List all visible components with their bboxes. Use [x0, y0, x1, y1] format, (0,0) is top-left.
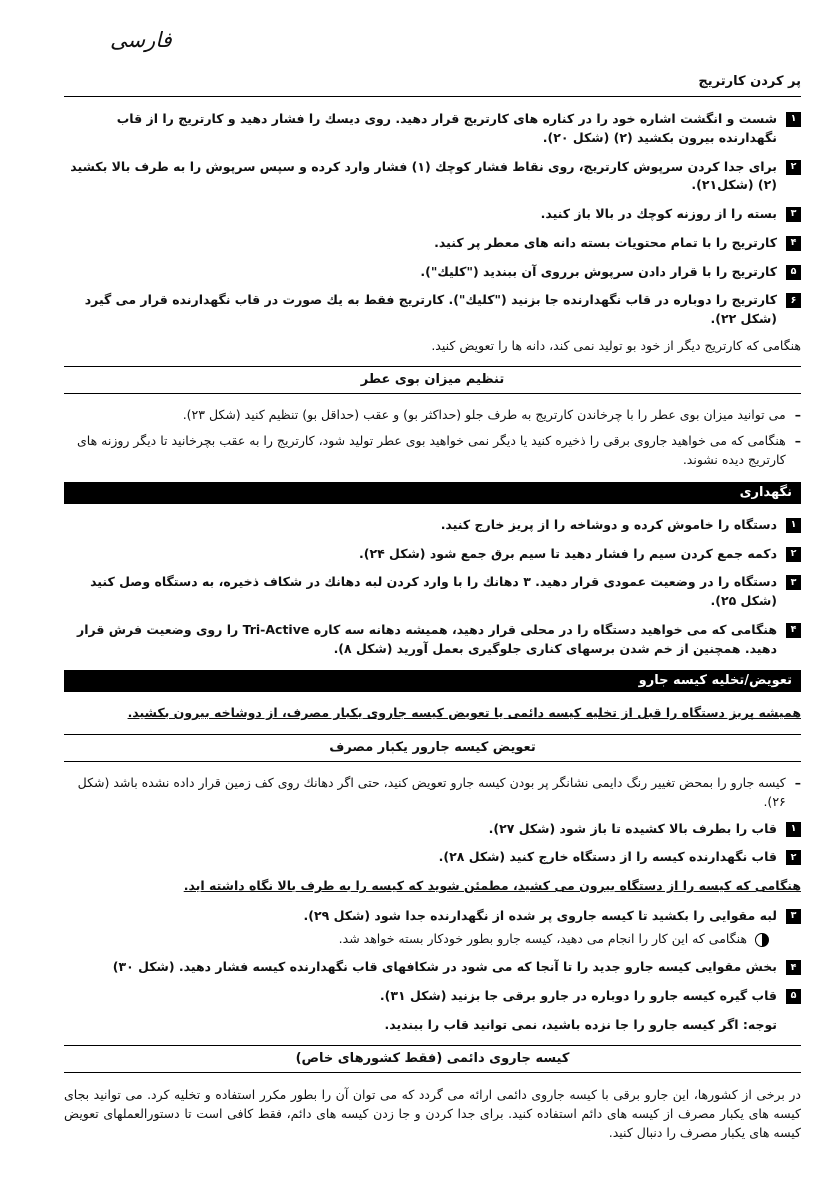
step-number-badge: ۳	[786, 207, 801, 222]
bag-step-3	[64, 907, 801, 926]
step-number-badge: ۲	[786, 160, 801, 175]
scent-adjust-title: تنظيم ميزان بوی عطر	[64, 366, 801, 394]
half-filled-circle-icon	[755, 933, 769, 947]
step-text: بسته را از روزنه كوچك در بالا باز كنيد.	[540, 206, 777, 221]
scent-bullet-2	[64, 432, 801, 470]
disposable-bag-title: تعويض كيسه جارور يكبار مصرف	[64, 734, 801, 762]
step-text: كارتريج را با قرار دادن سرپوش برروی آن ببنديد ("كليك").	[420, 263, 777, 279]
step-text: شست و انگشت اشاره خود را در كناره های كارتريج قرار دهيد. روی ديسك را فشار دهيد و كارتريج را از قاب نگهدارنده بيرون بكشيد (۲) (شكل ۲۰).	[116, 111, 777, 145]
fill-step-4	[64, 234, 801, 253]
bag-step-3-note	[64, 930, 801, 949]
bag-step-5	[64, 987, 801, 1006]
step-number-badge: ۴	[786, 960, 801, 975]
dash-marker: –	[794, 433, 801, 449]
step-number-badge: ۱	[786, 518, 801, 533]
scent-bullet-1	[64, 406, 801, 425]
permanent-bag-title: كيسه جاروی دائمی (فقط كشورهای خاص)	[64, 1045, 801, 1073]
step-number-badge: ۱	[786, 822, 801, 837]
step-number-badge: ۲	[786, 850, 801, 865]
maintenance-step-4	[64, 621, 801, 659]
permanent-bag-paragraph: در برخی از كشورها، اين جارو برقی با كيسه جاروی دائمی ارائه می گردد كه می توان آن را بطور مكرر استفاده و تخليه كرد. می توانيد بجای كيسه های يكبار مصرف از كيسه های دائم استفاده كنيد. برای جدا كردن و جا زدن كيسه های دائم، فقط كافی است تا دستورالعملهای تعويض كيسه های يكبار مصرف را دنبال كنيد.	[64, 1086, 801, 1141]
bullet-text: كيسه جارو را بمحض تغيير رنگ دايمی نشانگر پر بودن كيسه جارو تعويض كنيد، حتی اگر دهانك روی كف زمين قرار داده نشده باشد (شكل ۲۶).	[77, 775, 786, 809]
maintenance-header: نگهداری	[64, 482, 801, 504]
step-text: كارتريج را با تمام محتويات بسته دانه های معطر پر كنيد.	[434, 234, 777, 250]
step-text: برای جدا كردن سرپوش كارتريج، روی نقاط فشار كوچك (۱) فشار وارد كرده و سپس سرپوش را به طرف بالا بكشيد (۲) (شكل۲۱).	[70, 158, 777, 193]
bullet-text: هنگامی كه می خواهيد جاروی برقی را ذخيره كنيد يا ديگر نمی خواهيد بوی عطر توليد شود، كارتريج را به عقب بچرخانيد تا ديگر روزنه های كارتريج ديده نشوند.	[76, 433, 786, 467]
attention-note: توجه: اگر كيسه جارو را جا نزده باشيد، نمی توانيد قاب را ببنديد.	[384, 1016, 777, 1032]
step-number-badge: ۶	[786, 293, 801, 308]
section-bag-replace	[64, 670, 801, 1034]
fill-step-6	[64, 291, 801, 329]
step-number-badge: ۵	[786, 265, 801, 280]
step-text: دستگاه را خاموش كرده و دوشاخه را از پريز خارج كنيد.	[440, 516, 777, 532]
language-label: فارسی	[110, 28, 172, 52]
section-permanent-bag	[64, 1045, 801, 1143]
step-text: قاب گيره كيسه جارو را دوباره در جارو برقی جا بزنيد (شكل ۳۱).	[379, 988, 777, 1003]
subnote-text: هنگامی كه اين كار را انجام می دهيد، كيسه جارو بطور خودكار بسته خواهد شد.	[338, 930, 747, 946]
step-number-badge: ۲	[786, 547, 801, 562]
fill-step-1	[64, 110, 801, 148]
dash-marker: –	[794, 775, 801, 790]
step-text: دكمه جمع كردن سيم را فشار دهيد تا سيم برق جمع شود (شكل ۲۴).	[358, 545, 777, 561]
fill-step-6-note: هنگامی كه كارتريج ديگر از خود بو توليد نمی كند، دانه ها را تعويض كنيد.	[431, 337, 801, 353]
bag-step-4	[64, 958, 801, 977]
step-text: لبه مقوايی را بكشيد تا كيسه جاروی پر شده از نگهدارنده جدا شود (شكل ۲۹).	[303, 907, 777, 923]
maintenance-step-3	[64, 573, 801, 611]
step-number-badge: ۱	[786, 112, 801, 127]
fill-step-5	[64, 263, 801, 282]
step-text: قاب نگهدارنده كيسه را از دستگاه خارج كنيد (شكل ۲۸).	[438, 849, 777, 865]
section-scent-adjust	[64, 366, 801, 470]
step-number-badge: ۵	[786, 989, 801, 1004]
step-text: هنگامی كه می خواهيد دستگاه را در محلی قرار دهيد، هميشه دهانه سه كاره Tri-Active را روی وضعيت فرش قرار دهيد. همچنين از خم شدن برسهای كناری جلوگيری بعمل آوريد (شكل ۸).	[77, 621, 777, 656]
step-text: بخش مقوايی كيسه جارو جديد را تا آنجا كه می شود در شكافهای قاب نگهدارنده كيسه فشار دهيد. (شكل ۳۰)	[112, 959, 777, 975]
hold-bag-up-warning: هنگامی كه كيسه را از دستگاه بيرون می كشيد، مطمئن شويد كه كيسه را به طرف بالا نگاه داشته ايد.	[183, 878, 801, 893]
step-number-badge: ۴	[786, 623, 801, 638]
bag-step-2	[64, 848, 801, 867]
step-number-badge: ۳	[786, 909, 801, 924]
maintenance-step-1	[64, 516, 801, 535]
step-text: قاب را بطرف بالا كشيده تا باز شود (شكل ۲۷).	[488, 820, 777, 836]
section-maintenance	[64, 482, 801, 659]
unplug-warning: هميشه پريز دستگاه را قبل از تخليه كيسه دائمی يا تعويض كيسه جاروی يكبار مصرف، از دوشاخه بيرون بكشيد.	[127, 705, 801, 721]
fill-step-2	[64, 158, 801, 196]
bag-replace-header: تعويض/تخليه كيسه جارو	[64, 670, 801, 692]
disposable-bullet	[64, 774, 801, 812]
bullet-text: می توانيد ميزان بوی عطر را با چرخاندن كارتريج به طرف جلو (حداكثر بو) و عقب (حداقل بو) تنظيم كنيد (شكل ۲۳).	[182, 406, 786, 422]
section-fill-cartridge	[64, 74, 801, 356]
step-text: دستگاه را در وضعيت عمودی قرار دهيد. ۳ دهانك را با وارد كردن لبه دهانك در شكاف ذخيره، به دستگاه وصل كنيد (شكل ۲۵).	[90, 574, 777, 608]
fill-step-3	[64, 205, 801, 224]
step-number-badge: ۴	[786, 236, 801, 251]
step-number-badge: ۳	[786, 575, 801, 590]
fill-cartridge-title: پر كردن كارتريج	[64, 74, 801, 97]
bag-step-1	[64, 820, 801, 839]
step-text: كارتريج را دوباره در قاب نگهدارنده جا بزنيد ("كليك"). كارتريج فقط به يك صورت در قاب نگهدارنده قرار می گيرد (شكل ۲۲).	[84, 292, 777, 326]
dash-marker: –	[794, 406, 801, 422]
maintenance-step-2	[64, 545, 801, 564]
